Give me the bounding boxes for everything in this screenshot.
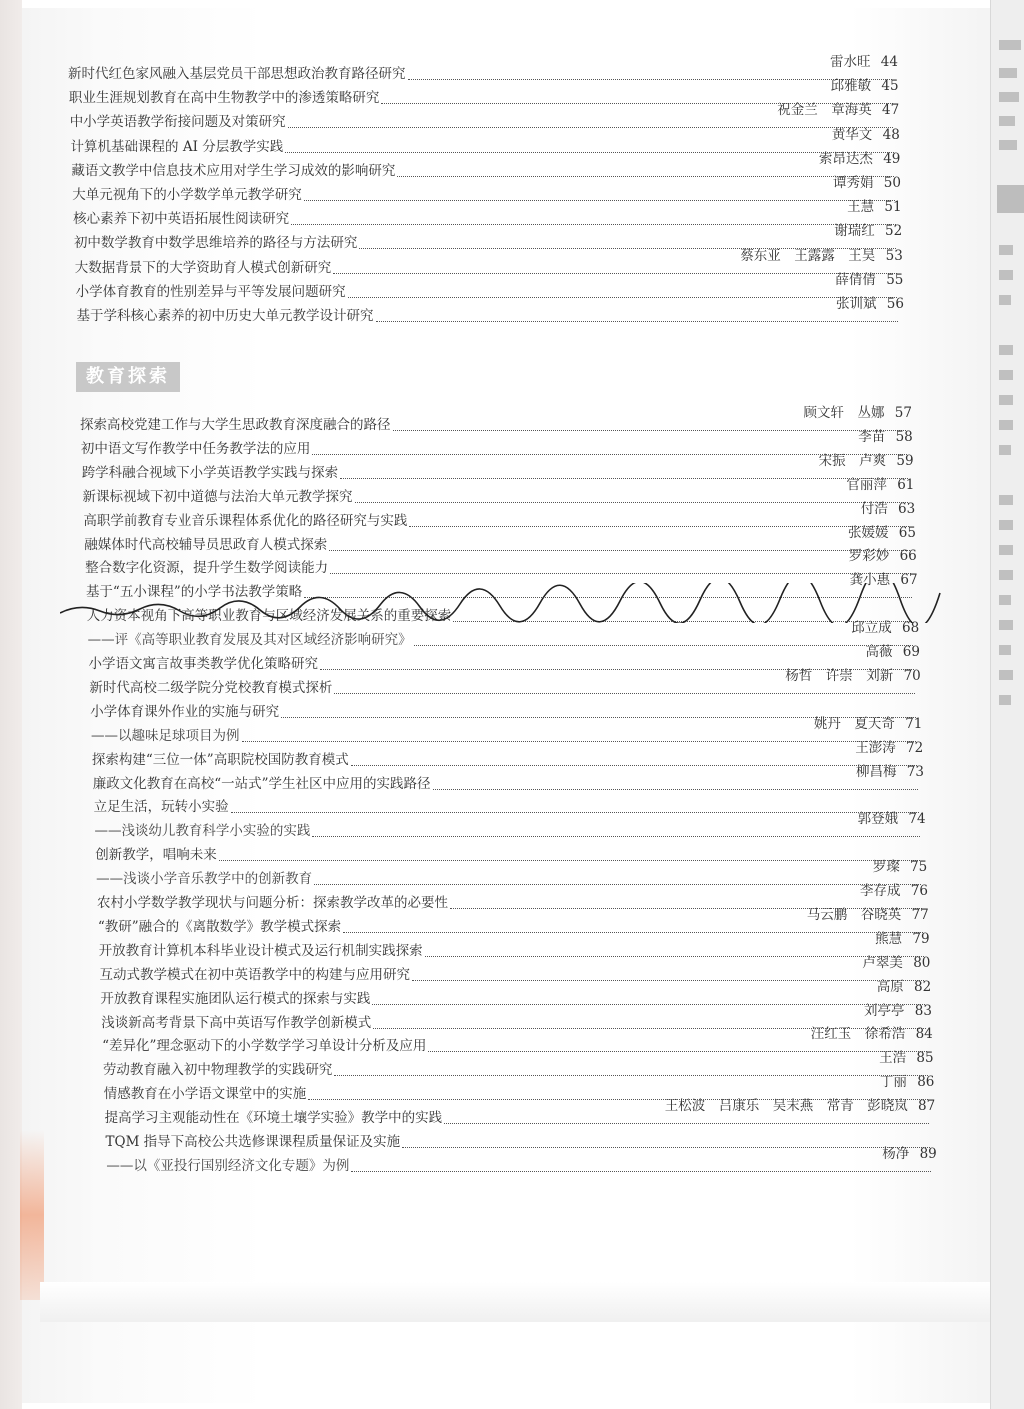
toc-entry-authors: 罗璨 75 <box>872 859 928 876</box>
toc-entry <box>74 247 903 279</box>
toc-entry-authors: 高原 82 <box>876 978 932 995</box>
toc-leader-dots <box>340 478 907 479</box>
toc-entry-authors: 马云鹏 谷晓英 77 <box>806 906 929 923</box>
toc-entry-authors: 汪红玉 徐希浩 84 <box>810 1026 933 1043</box>
toc-entry <box>99 954 931 986</box>
toc-entry-title: 小学语文寓言故事类教学优化策略研究 <box>88 656 318 672</box>
toc-leader-dots <box>348 297 898 298</box>
toc-leader-dots <box>312 836 919 837</box>
toc-entry-title: ——评《高等职业教育发展及其对区域经济影响研究》 <box>87 632 412 649</box>
toc-entry-title: 基于学科核心素养的初中历史大单元教学设计研究 <box>76 308 374 324</box>
toc-leader-dots <box>393 430 907 431</box>
handwritten-wavy-underline <box>60 583 950 623</box>
toc-leader-dots <box>376 321 899 322</box>
toc-entry-authors: 薛倩倩 55 <box>835 271 904 288</box>
toc-leader-dots <box>330 573 911 574</box>
toc-entry-title: 农村小学数学教学现状与问题分析：探索教学改革的必要性 <box>97 895 448 911</box>
toc-entry-title: 提高学习主观能动性在《环境土壤学实验》教学中的实践 <box>104 1110 443 1127</box>
toc-entry <box>68 54 898 85</box>
toc-entry-authors: 王慧 51 <box>847 199 902 216</box>
toc-entry-authors: 雷水旺 44 <box>830 54 898 70</box>
toc-entry-title: “教研”融合的《离散数学》教学模式探索 <box>97 918 342 935</box>
toc-entry-title: 新时代红色家风融入基层党员干部思想政治教育路径研究 <box>68 66 406 82</box>
toc-entry-authors: 谢瑞红 52 <box>834 223 903 240</box>
toc-leader-dots <box>304 200 895 201</box>
toc-entry-title: 小学体育课外作业的实施与研究 <box>90 703 280 720</box>
toc-entry <box>90 701 921 723</box>
toc-entry-authors: 宋振 卢爽 59 <box>818 452 914 469</box>
toc-entry <box>98 930 930 962</box>
toc-entry-authors: 祝金兰 章海英 47 <box>777 102 900 119</box>
toc-entry-title: 基于“五小课程”的小学书法教学策略 <box>85 584 303 601</box>
toc-entry-authors: 谭秀娟 50 <box>833 175 901 191</box>
toc-entry <box>87 620 920 651</box>
toc-entry-authors: 柳昌梅 73 <box>856 763 924 780</box>
toc-leader-dots <box>219 860 921 861</box>
toc-entry-authors: 丁丽 86 <box>879 1074 935 1091</box>
toc-entry <box>106 1145 937 1177</box>
toc-entry-authors: 王松波 吕康乐 吴末燕 常青 彭晓岚 87 <box>664 1098 936 1115</box>
toc-entry-authors: 蔡东亚 王露露 王昊 53 <box>740 247 903 264</box>
toc-entry-title: 开放教育计算机本科毕业设计模式及运行机制实践探索 <box>98 942 423 959</box>
toc-entry-authors: 刘亭亭 83 <box>864 1002 932 1019</box>
toc-entry-title: 情感教育在小学语文课堂中的实施 <box>103 1086 307 1103</box>
toc-entry-title: 廉政文化教育在高校“一站式”学生社区中应用的实践路径 <box>92 775 431 792</box>
toc-entry <box>95 844 926 866</box>
toc-entry <box>97 906 929 938</box>
toc-entry <box>89 667 921 699</box>
toc-leader-dots <box>444 1123 929 1124</box>
toc-entry <box>91 715 923 747</box>
toc-leader-dots <box>343 932 923 933</box>
toc-entry-title: ——浅谈小学音乐教学中的创新教育 <box>96 871 313 888</box>
toc-entry <box>83 500 916 532</box>
toc-entry <box>82 476 915 508</box>
toc-entry-authors: 郭登娥 74 <box>857 811 926 828</box>
toc-leader-dots <box>351 1171 930 1172</box>
toc-entry-authors: 杨净 89 <box>882 1145 937 1162</box>
toc-entry <box>104 1098 936 1129</box>
toc-entry <box>106 1131 937 1153</box>
toc-entry <box>96 859 928 890</box>
facing-page-edge <box>990 0 1024 1409</box>
toc-leader-dots <box>425 956 924 957</box>
toc-entry <box>76 296 905 327</box>
toc-leader-dots <box>433 789 918 790</box>
toc-leader-dots <box>409 526 909 527</box>
toc-entry <box>75 271 904 303</box>
toc-leader-dots <box>231 812 919 813</box>
toc-leader-dots <box>414 645 914 646</box>
toc-entry-authors: 索昂达杰 49 <box>818 150 901 167</box>
toc-entry <box>69 102 900 133</box>
toc-leader-dots <box>314 884 921 885</box>
toc-entry-authors: 黄华文 48 <box>831 126 900 143</box>
toc-entry-title: 小学体育教育的性别差异与平等发展问题研究 <box>75 283 346 300</box>
page-edge-left <box>0 0 22 1409</box>
section-header-education-exploration: 教育探索 <box>76 362 180 392</box>
toc-entry-title: 跨学科融合视域下小学英语教学实践与探索 <box>81 464 339 481</box>
toc-entry-title: 高职学前教育专业音乐课程体系优化的路径研究与实践 <box>83 512 408 529</box>
toc-entry <box>100 978 932 1010</box>
toc-leader-dots <box>372 1004 925 1005</box>
toc-entry-authors: 王澎涛 72 <box>855 739 924 756</box>
toc-leader-dots <box>334 693 914 694</box>
toc-entry-title: 初中数学教育中数学思维培养的路径与方法研究 <box>73 235 358 252</box>
toc-entry-title: 探索构建“三位一体”高职院校国防教育模式 <box>91 751 349 768</box>
toc-entry-title: ——以趣味足球项目为例 <box>91 727 240 744</box>
toc-entry-authors: 邱立成 68 <box>851 620 920 637</box>
toc-leader-dots <box>291 224 896 225</box>
toc-entry <box>70 126 900 158</box>
toc-entry-title: 藏语文教学中信息技术应用对学生学习成效的影响研究 <box>71 162 396 179</box>
toc-entry <box>102 1050 934 1081</box>
toc-entry-title: 创新教学，唱响未来 <box>95 847 217 864</box>
toc-leader-dots <box>408 79 893 80</box>
toc-entry <box>101 1002 932 1034</box>
toc-entry <box>102 1026 933 1057</box>
toc-entry-title: 探索高校党建工作与大学生思政教育深度融合的路径 <box>80 417 391 433</box>
toc-entry <box>94 811 926 842</box>
toc-entry-title: 大数据背景下的大学资助育人模式创新研究 <box>74 259 332 276</box>
toc-entry-title: 核心素养下初中英语拓展性阅读研究 <box>73 211 290 228</box>
page-bottom-shadow <box>40 1282 1000 1322</box>
toc-entry-authors: 卢翠美 80 <box>862 954 931 971</box>
toc-entry-title: TQM 指导下高校公共选修课课程质量保证及实施 <box>105 1134 401 1150</box>
toc-entry-title: 开放教育课程实施团队运行模式的探索与实践 <box>100 990 371 1007</box>
toc-leader-dots <box>285 152 894 153</box>
toc-entry-title: 劳动教育融入初中物理教学的实践研究 <box>102 1062 333 1079</box>
toc-entry-authors: 顾文轩 丛娜 57 <box>803 405 912 421</box>
toc-entry-title: ——浅谈幼儿教育科学小实验的实践 <box>94 823 311 840</box>
toc-entry-authors: 王浩 85 <box>879 1050 934 1067</box>
toc-entry <box>91 739 924 771</box>
toc-entry-title: 大单元视角下的小学数学单元教学研究 <box>72 187 302 203</box>
toc-leader-dots <box>329 550 910 551</box>
toc-entry-authors: 张训斌 56 <box>836 296 904 312</box>
toc-entry-title: “差异化”理念驱动下的小学数学学习单设计分析及应用 <box>102 1038 427 1055</box>
toc-entry-title: 职业生涯规划教育在高中生物教学中的渗透策略研究 <box>68 90 380 107</box>
toc-entry-authors: 杨哲 许崇 刘新 70 <box>785 667 921 684</box>
toc-leader-dots <box>351 765 917 766</box>
toc-entry <box>71 150 901 182</box>
toc-entry <box>92 763 924 795</box>
toc-entry <box>85 548 917 579</box>
toc-entry-authors: 李存成 76 <box>860 883 928 899</box>
cover-edge-orange <box>20 1130 44 1300</box>
toc-entry <box>80 428 913 460</box>
toc-entry-title: 新课标视域下初中道德与法治大单元教学探究 <box>82 488 353 505</box>
toc-leader-dots <box>428 1051 926 1052</box>
toc-entry-authors: 张媛媛 65 <box>848 524 916 541</box>
toc-entry <box>73 199 902 230</box>
toc-entry-title: ——以《亚投行国别经济文化专题》为例 <box>106 1157 350 1174</box>
toc-leader-dots <box>334 1075 927 1076</box>
toc-entry-title: 新时代高校二级学院分党校教育模式探析 <box>89 679 333 696</box>
toc-entry-title: 融媒体时代高校辅导员思政育人模式探索 <box>84 536 328 553</box>
toc-entry-title: 整合数字化资源，提升学生数学阅读能力 <box>85 560 329 577</box>
toc-entry-authors: 姚丹 夏天奇 71 <box>813 715 923 732</box>
toc-leader-dots <box>355 502 909 503</box>
toc-entry <box>68 78 899 109</box>
toc-leader-dots <box>402 1147 930 1148</box>
toc-leader-dots <box>333 273 897 274</box>
toc-entry <box>97 883 928 914</box>
toc-leader-dots <box>288 127 894 128</box>
toc-entry-authors: 付浩 63 <box>860 500 916 517</box>
toc-entry <box>94 796 925 818</box>
toc-entry-title: 中小学英语教学衔接问题及对策研究 <box>69 114 286 131</box>
toc-leader-dots <box>242 741 917 742</box>
toc-entry-authors: 熊慧 79 <box>875 930 930 947</box>
toc-entry-authors: 邱雅敏 45 <box>830 78 899 95</box>
toc-entry-title: 浅谈新高考背景下高中英语写作教学创新模式 <box>101 1014 372 1031</box>
toc-entry-authors: 官丽萍 61 <box>846 476 915 493</box>
toc-entry-authors: 罗彩妙 66 <box>848 548 917 565</box>
toc-entry-authors: 高薇 69 <box>865 644 920 660</box>
toc-entry-title: 人力资本视角下高等职业教育与区域经济发展关系的重要探索 <box>86 608 452 625</box>
toc-leader-dots <box>412 980 924 981</box>
toc-entry-title: 计算机基础课程的 AI 分层教学实践 <box>70 138 284 155</box>
toc-entry-title: 初中语文写作教学中任务教学法的应用 <box>80 440 311 457</box>
toc-entry <box>84 524 916 556</box>
toc-entry-title: 互动式教学模式在初中英语教学中的构建与应用研究 <box>99 966 411 983</box>
toc-entry-title: 立足生活，玩转小实验 <box>93 799 229 816</box>
toc-entry-authors: 李苗 58 <box>858 428 913 445</box>
toc-entry <box>80 405 912 436</box>
toc-leader-dots <box>397 176 894 177</box>
toc-entry <box>72 175 901 206</box>
toc-entry <box>81 452 914 484</box>
toc-entry-authors: 龚小惠 67 <box>849 572 918 589</box>
